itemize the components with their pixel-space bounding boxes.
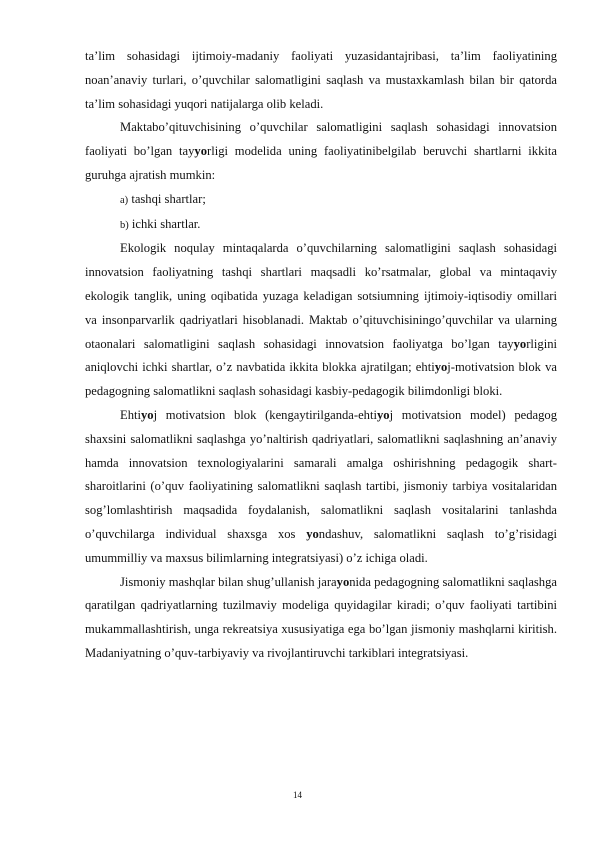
paragraph-3-text-end: j-motivatsion blok va pedagogning salomatlikni saqlash sohasidagi kasbiy-pedagogik bilimdonligi bloki.	[85, 360, 557, 399]
paragraph-1-text: ta’lim sohasidagi ijtimoiy-madaniy faoliyati yuzasidantajribasi, ta’lim faoliyatining noan’anaviy turlari, o’quvchilar salomatligini saqlash va mustaxkamlash bilan bir qatorda ta’lim sohasidagi yuqori natijalarga olib keladi.	[85, 49, 557, 111]
list-marker-b: b)	[120, 219, 129, 231]
paragraph-4	[85, 404, 557, 571]
page-number: 14	[293, 790, 302, 800]
paragraph-2-bold: yo	[194, 144, 208, 159]
list-item-a	[85, 188, 557, 213]
list-text-a: tashqi shartlar;	[128, 191, 206, 206]
paragraph-3-text-cont: rligini aniqlovchi ichki shartlar, o’z navbatida ikkita blokka ajratilgan; ehti	[85, 336, 557, 375]
paragraph-3-bold-1: yo	[513, 336, 527, 351]
paragraph-3	[85, 237, 557, 404]
body-text	[85, 45, 557, 666]
paragraph-5-text-cont: nida pedagogning salomatlikni saqlashga qaratilgan qadriyatlarning tuzilmaviy modeliga quyidagilar kiradi; o’quv faoliyati tartibini mukammallashtirish, unga rekreatsiya xususiyatiga ega bo’lgan jismoniy mashqlarni kiritish. Madaniyatning o’quv-tarbiyaviy va rivojlantiruvchi tarkiblari integratsiyasi.	[85, 574, 557, 660]
list-item-b	[85, 213, 557, 238]
paragraph-5-bold: yo	[336, 574, 350, 589]
paragraph-4-bold-2: yo	[376, 407, 390, 422]
paragraph-4-bold-3: yo	[306, 526, 319, 541]
paragraph-4-text-mid: j motivatsion model) pedagog shaxsini salomatlikni saqlashga yo’naltirish qadriyatlari, salomatlikni saqlashning an’anaviy hamda innovatsion texnologiyalarini samarali amalga oshirishning pedagogik shart-sharoitlarini (o’quv faoliyatining salomatlikni saqlash tartibi, jismoniy tarbiya vositalaridan sog’lomlashtirish maqsadida foydalanish, salomatlikni saqlash vositalarini tanlashda o’quvchilarga individual shaxsga xos	[85, 407, 558, 541]
paragraph-3-text: Ekologik noqulay mintaqalarda o’quvchilarning salomatligini saqlash sohasidagi innovatsion faoliyatning tashqi shartlari maqsadli ko’rsatmalar, global va mintaqaviy ekologik tanglik, uning oqibatida yuzaga keladigan sotsiumning ijtimoiy-iqtisodiy omillari va insonparvarlik qadriyatlari hisoblanadi. Maktab o’qituvchisiningo’quvchilar va ularning otaonalari salomatligini saqlash sohasidagi innovatsion faoliyatga bo’lgan tay	[85, 241, 557, 351]
list-marker-a: a)	[120, 194, 129, 206]
paragraph-1	[85, 45, 557, 116]
paragraph-4-text: Ehti	[120, 407, 141, 422]
paragraph-3-bold-2: yo	[434, 360, 448, 375]
paragraph-4-text-cont: j motivatsion blok (kengaytirilganda-ehti	[153, 407, 377, 422]
paragraph-2-text: Maktabo’qituvchisining o’quvchilar salomatligini saqlash sohasidagi innovatsion faoliyati bo’lgan tay	[85, 120, 557, 159]
list-text-b: ichki shartlar.	[128, 216, 201, 231]
paragraph-2	[85, 116, 557, 187]
paragraph-5	[85, 571, 557, 666]
paragraph-5-text: Jismoniy mashqlar bilan shug’ullanish jara	[120, 574, 337, 589]
paragraph-4-text-end: ndashuv, salomatlikni saqlash to’g’risidagi umummilliy va maxsus bilimlarning integratsiyasi) o’z ichiga oladi.	[85, 526, 557, 565]
paragraph-4-bold-1: yo	[141, 407, 154, 422]
paragraph-2-text-cont: rligi modelida uning faoliyatinibelgilab beruvchi shartlarni ikkita guruhga ajratish mumkin:	[85, 144, 557, 182]
